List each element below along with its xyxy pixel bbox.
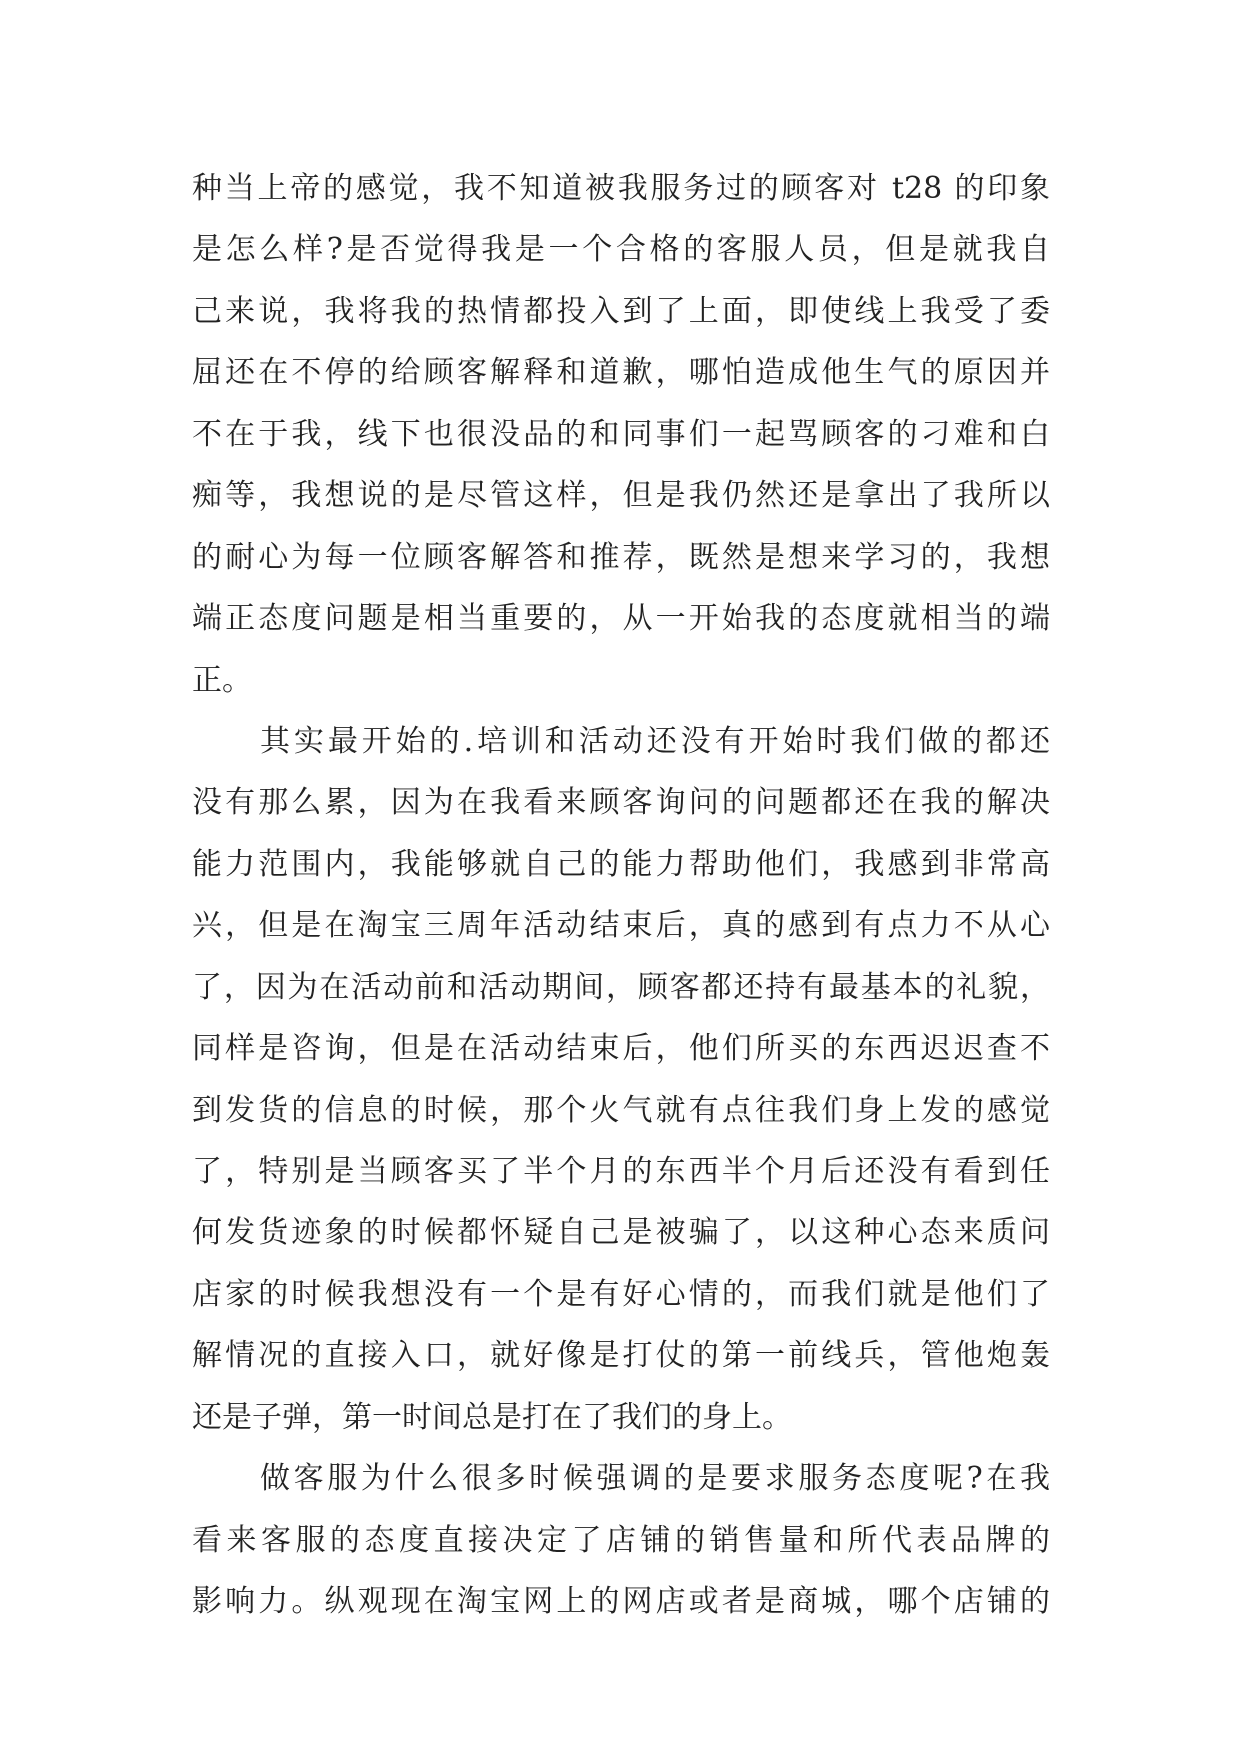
text-line: 影响力。纵观现在淘宝网上的网店或者是商城，哪个店铺的 (192, 1584, 1050, 1620)
text-line: 到发货的信息的时候，那个火气就有点往我们身上发的感觉 (192, 1092, 1050, 1128)
text-line: 了，特别是当顾客买了半个月的东西半个月后还没有看到任 (192, 1154, 1050, 1189)
text-line: 种当上帝的感觉，我不知道被我服务过的顾客对 t28 的印象 (192, 171, 1050, 206)
text-line: 兴，但是在淘宝三周年活动结束后，真的感到有点力不从心 (192, 908, 1050, 944)
body-text (192, 158, 1050, 1633)
text-line: 了，因为在活动前和活动期间，顾客都还持有最基本的礼貌， (192, 969, 1050, 1005)
text-line: 看来客服的态度直接决定了店铺的销售量和所代表品牌的 (192, 1522, 1050, 1558)
text-line: 是怎么样?是否觉得我是一个合格的客服人员，但是就我自 (192, 232, 1050, 268)
text-line: 何发货迹象的时候都怀疑自己是被骗了，以这种心态来质问 (192, 1215, 1050, 1251)
text-line: 店家的时候我想没有一个是有好心情的，而我们就是他们了 (192, 1276, 1050, 1312)
paragraph-first-line: 做客服为什么很多时候强调的是要求服务态度呢?在我 (260, 1461, 1050, 1497)
paragraph-first-line: 其实最开始的.培训和活动还没有开始时我们做的都还 (260, 723, 1050, 759)
text-line: 同样是咨询，但是在活动结束后，他们所买的东西迟迟查不 (192, 1031, 1050, 1067)
text-line: 端正态度问题是相当重要的，从一开始我的态度就相当的端 (192, 601, 1050, 637)
text-line: 解情况的直接入口，就好像是打仗的第一前线兵，管他炮轰 (192, 1338, 1050, 1374)
text-line: 还是子弹，第一时间总是打在了我们的身上。 (192, 1399, 792, 1435)
text-line: 屈还在不停的给顾客解释和道歉，哪怕造成他生气的原因并 (192, 355, 1050, 391)
text-line: 正。 (192, 662, 252, 698)
text-line: 没有那么累，因为在我看来顾客询问的问题都还在我的解决 (192, 785, 1050, 821)
text-line: 己来说，我将我的热情都投入到了上面，即使线上我受了委 (192, 293, 1050, 329)
text-line: 能力范围内，我能够就自己的能力帮助他们，我感到非常高 (192, 846, 1050, 882)
text-line: 不在于我，线下也很没品的和同事们一起骂顾客的刁难和白 (192, 416, 1050, 452)
text-line: 的耐心为每一位顾客解答和推荐，既然是想来学习的，我想 (192, 539, 1050, 575)
text-line: 痴等，我想说的是尽管这样，但是我仍然还是拿出了我所以 (192, 478, 1050, 514)
